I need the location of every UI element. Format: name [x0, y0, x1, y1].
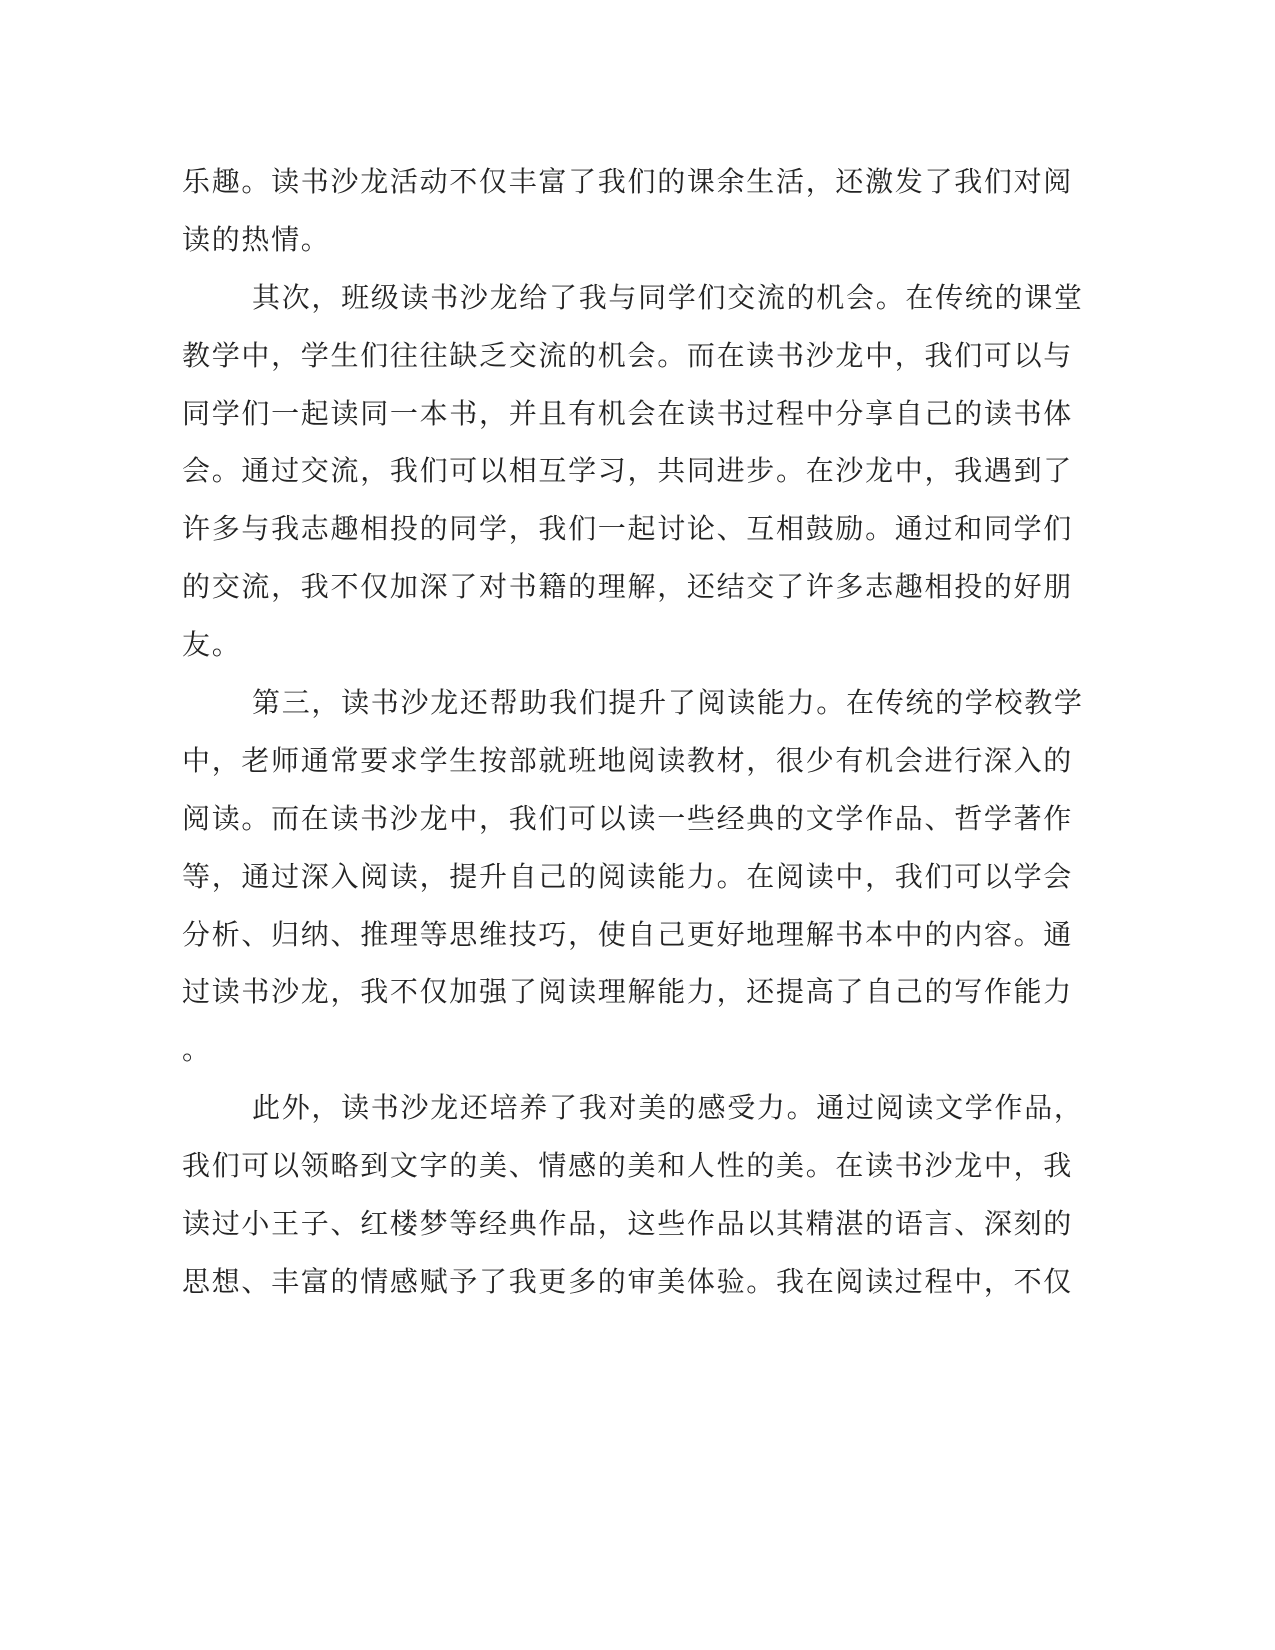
text-line: 其次，班级读书沙龙给了我与同学们交流的机会。在传统的课堂: [252, 280, 1084, 314]
text-line: 分析、归纳、推理等思维技巧，使自己更好地理解书本中的内容。通: [182, 917, 1074, 951]
text-line: 等，通过深入阅读，提升自己的阅读能力。在阅读中，我们可以学会: [182, 859, 1074, 893]
text-line: 友。: [182, 628, 242, 662]
text-line: 此外，读书沙龙还培养了我对美的感受力。通过阅读文学作品，: [252, 1091, 1084, 1125]
text-line: 阅读。而在读书沙龙中，我们可以读一些经典的文学作品、哲学著作: [182, 801, 1074, 835]
text-line: 会。通过交流，我们可以相互学习，共同进步。在沙龙中，我遇到了: [182, 454, 1074, 488]
text-line: 的交流，我不仅加深了对书籍的理解，还结交了许多志趣相投的好朋: [182, 570, 1074, 604]
text-line: 同学们一起读同一本书，并且有机会在读书过程中分享自己的读书体: [182, 396, 1074, 430]
text-line: 乐趣。读书沙龙活动不仅丰富了我们的课余生活，还激发了我们对阅: [182, 165, 1074, 198]
text-line: 教学中，学生们往往缺乏交流的机会。而在读书沙龙中，我们可以与: [182, 338, 1074, 372]
text-line: 读的热情。: [182, 222, 331, 256]
text-line: 中，老师通常要求学生按部就班地阅读教材，很少有机会进行深入的: [182, 743, 1074, 777]
text-line: 读过小王子、红楼梦等经典作品，这些作品以其精湛的语言、深刻的: [182, 1207, 1074, 1241]
text-line: 第三，读书沙龙还帮助我们提升了阅读能力。在传统的学校教学: [252, 686, 1084, 720]
text-line: 思想、丰富的情感赋予了我更多的审美体验。我在阅读过程中，不仅: [182, 1264, 1074, 1298]
body-text: [182, 153, 1084, 1311]
text-line: 许多与我志趣相投的同学，我们一起讨论、互相鼓励。通过和同学们: [182, 512, 1074, 546]
text-line: 我们可以领略到文字的美、情感的美和人性的美。在读书沙龙中，我: [182, 1149, 1074, 1183]
text-line: 。: [182, 1033, 212, 1067]
text-line: 过读书沙龙，我不仅加强了阅读理解能力，还提高了自己的写作能力: [182, 975, 1074, 1009]
